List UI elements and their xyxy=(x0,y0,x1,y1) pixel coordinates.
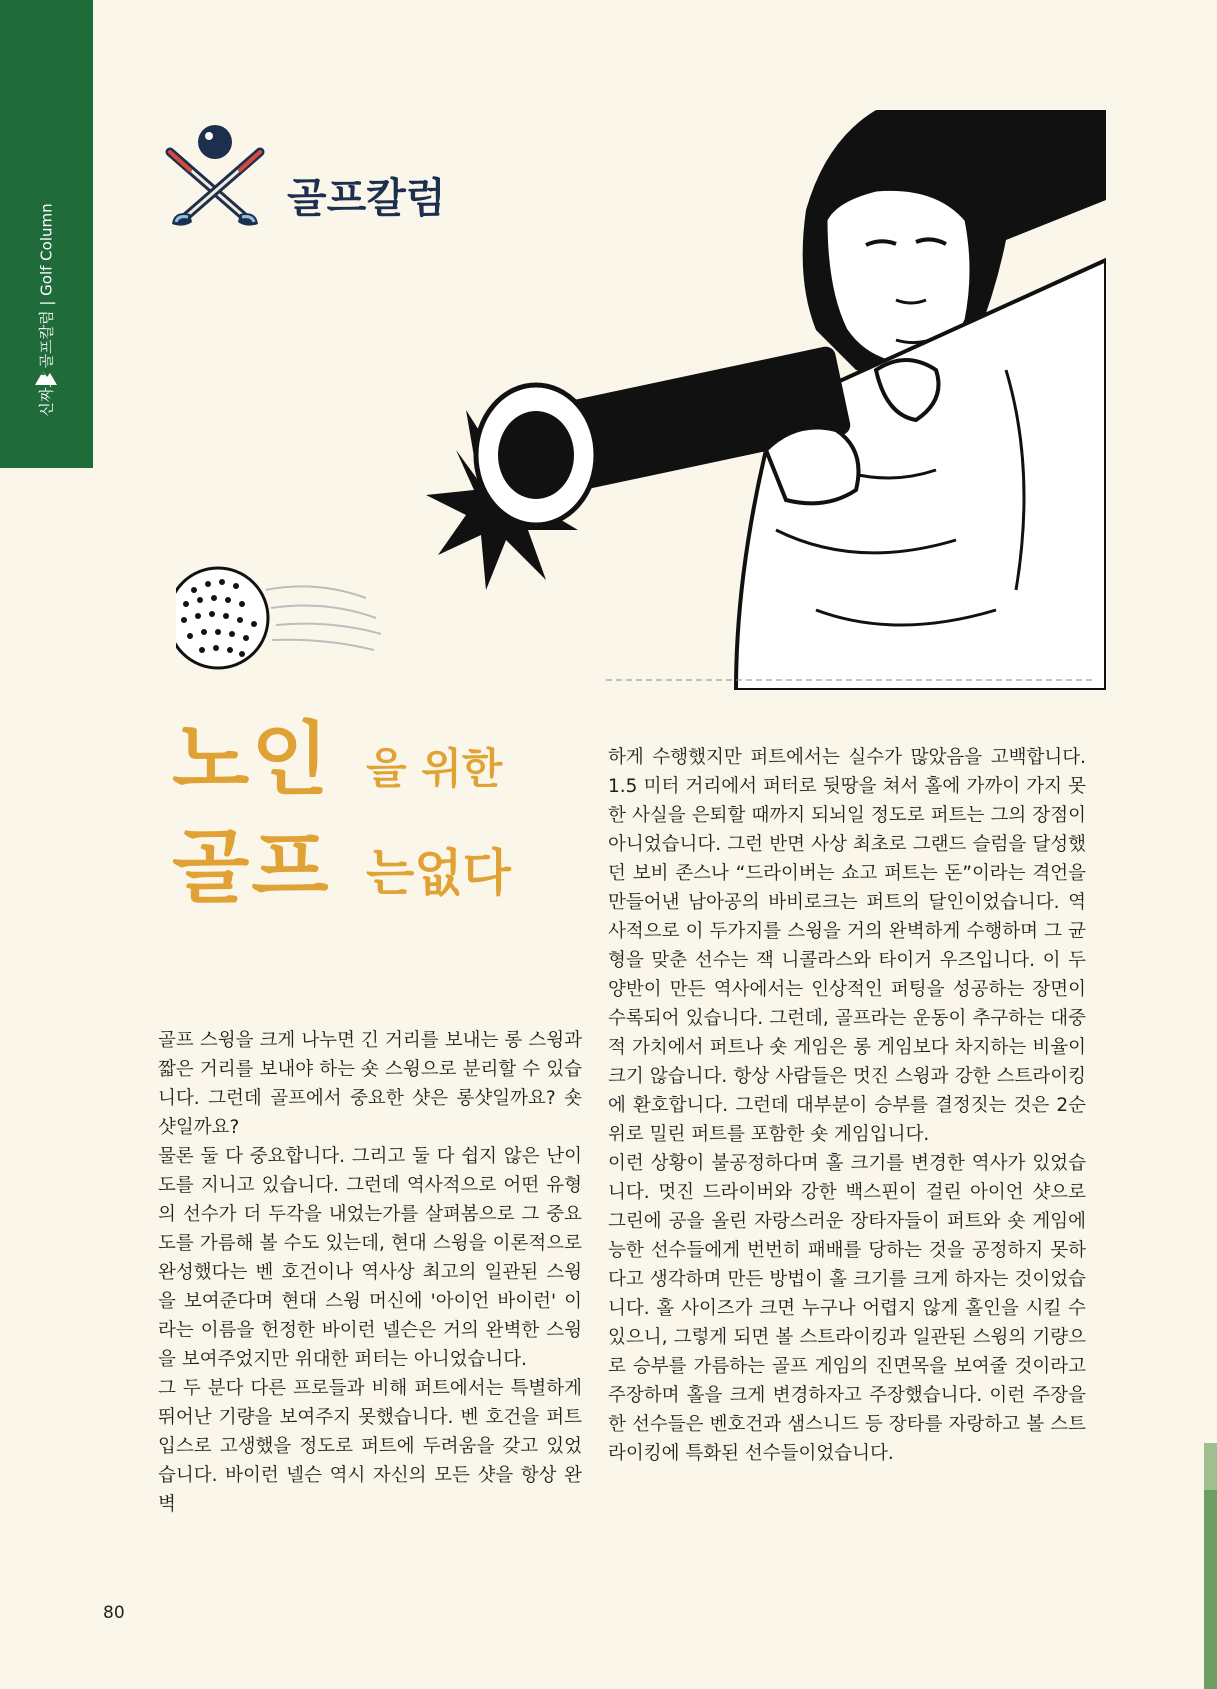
paragraph: 골프 스윙을 크게 나누면 긴 거리를 보내는 롱 스윙과 짧은 거리를 보내야 하는 숏 스윙으로 분리할 수 있습니다. 그런데 골프에서 중요한 샷은 롱샷일까요? 숏샷일까요? xyxy=(158,1030,582,1138)
page-number: 80 xyxy=(103,1603,125,1623)
golfer-shooting-golf-ball-illustration xyxy=(176,110,1106,690)
headline-small-1: 을 위한 xyxy=(366,744,503,793)
paragraph: 물론 둘 다 중요합니다. 그리고 둘 다 쉽지 않은 난이도를 지니고 있습니다. 그런데 역사적으로 어떤 유형의 선수가 더 두각을 내었는가를 살펴봄으로 그 중요도를 가름해 볼 수도 있는데, 현대 스윙을 이론적으로 완성했다는 벤 호건이나 역사상 최고의 일관된 스윙을 보여준다며 현대 스윙 머신에 '아이언 바이런' 이라는 이름을 헌정한 바이런 넬슨은 거의 완벽한 스윙을 보여주었지만 위대한 퍼터는 아니었습니다. xyxy=(158,1146,582,1370)
right-edge-tab-dark xyxy=(1204,1490,1217,1689)
body-left-column xyxy=(158,1026,582,1519)
section-side-tab xyxy=(0,0,93,468)
paragraph: 그 두 분다 다른 프로들과 비해 퍼트에서는 특별하게 뛰어난 기량을 보여주지 못했습니다. 벤 호건을 퍼트 입스로 고생했을 정도로 퍼트에 두려움을 갖고 있었습니다. 바이런 넬슨 역시 자신의 모든 샷을 항상 완벽 xyxy=(158,1378,582,1515)
headline-big-1: 노인 xyxy=(172,713,331,806)
paragraph: 하게 수행했지만 퍼트에서는 실수가 많았음을 고백합니다. 1.5 미터 거리에서 퍼터로 뒷땅을 쳐서 홀에 가까이 가지 못한 사실을 은퇴할 때까지 되뇌일 정도로 퍼트는 그의 장점이 아니었습니다. 그런 반면 사상 최초로 그랜드 슬럼을 달성했던 보비 존스나 “드라이버는 쇼고 퍼트는 돈”이라는 격언을 만들어낸 남아공의 바비로크는 퍼트의 달인이었습니다. 역사적으로 이 두가지를 스윙을 거의 완벽하게 수행하며 그 균형을 맞춘 선수는 잭 니콜라스와 타이거 우즈입니다. 이 두 양반이 만든 역사에서는 인상적인 퍼팅을 성공하는 장면이 수록되어 있습니다. 그런데, 골프라는 운동이 추구하는 대중적 가치에서 퍼트나 숏 게임은 롱 게임보다 차지하는 비율이 크기 않습니다. 항상 사람들은 멋진 스윙과 강한 스트라이킹에 환호합니다. 그런데 대부분이 승부를 결정짓는 것은 2순위로 밀린 퍼트를 포함한 숏 게임입니다. xyxy=(608,747,1086,1145)
section-title: 골프칼럼 xyxy=(287,174,446,222)
paragraph: 이런 상황이 불공정하다며 홀 크기를 변경한 역사가 있었습니다. 멋진 드라이버와 강한 백스핀이 걸린 아이언 샷으로 그린에 공을 올린 자랑스러운 장타자들이 퍼트와 숏 게임에 능한 선수들에게 번번히 패배를 당하는 것을 공정하지 못하다고 생각하며 만든 방법이 홀 크기를 크게 하자는 것이었습니다. 홀 사이즈가 크면 누구나 어렵지 않게 홀인을 시킬 수 있으니, 그렇게 되면 볼 스트라이킹과 일관된 스윙의 기량으로 승부를 가름하는 골프 게임의 진면목을 보여줄 것이라고 주장하며 홀을 크게 변경하자고 주장했습니다. 이런 주장을 한 선수들은 벤호건과 샘스니드 등 장타를 자랑하고 볼 스트라이킹에 특화된 선수들이었습니다. xyxy=(608,1153,1086,1464)
body-right-column xyxy=(608,743,1086,1468)
side-tab-label: 신짜오 골프칼럼 | Golf Column xyxy=(37,203,56,417)
headline-big-2: 골프 xyxy=(172,821,331,914)
headline-small-2: 는없다 xyxy=(366,844,511,902)
article-headline xyxy=(172,713,612,928)
